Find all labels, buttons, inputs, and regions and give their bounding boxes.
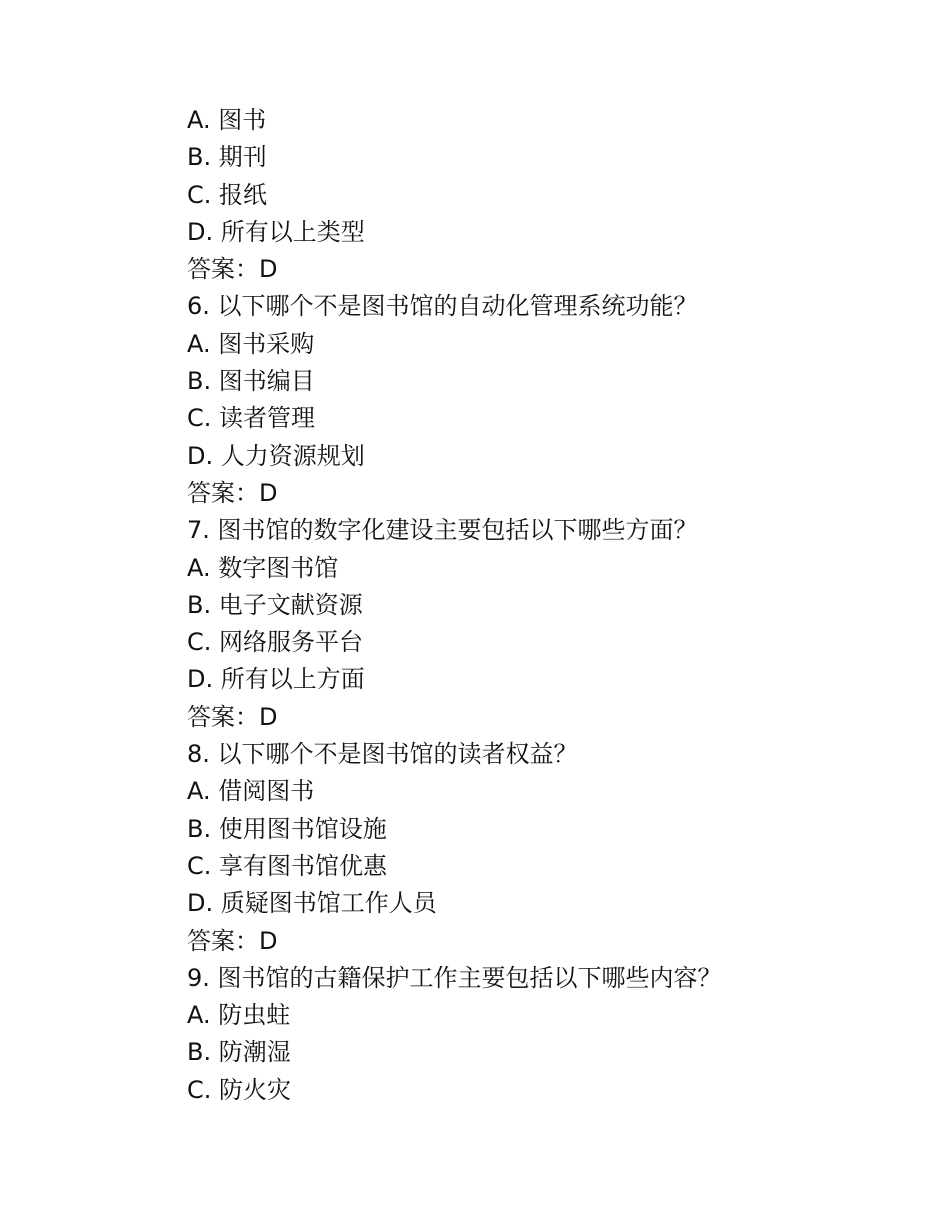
option-line: B. 电子文献资源: [187, 590, 363, 619]
option-line: B. 防潮湿: [187, 1038, 291, 1067]
option-line: D. 所有以上方面: [187, 665, 365, 694]
answer-line: 答案：D: [187, 926, 278, 955]
option-line: B. 期刊: [187, 143, 267, 172]
question-line: 8. 以下哪个不是图书馆的读者权益？: [187, 740, 578, 769]
option-line: C. 读者管理: [187, 404, 316, 433]
option-line: A. 借阅图书: [187, 777, 315, 806]
answer-line: 答案：D: [187, 255, 278, 284]
option-line: C. 报纸: [187, 180, 268, 209]
option-line: C. 防火灾: [187, 1075, 292, 1104]
question-line: 7. 图书馆的数字化建设主要包括以下哪些方面？: [187, 516, 698, 545]
option-line: A. 图书采购: [187, 329, 315, 358]
option-line: D. 质疑图书馆工作人员: [187, 889, 437, 918]
option-line: B. 图书编目: [187, 367, 315, 396]
answer-line: 答案：D: [187, 702, 278, 731]
option-line: C. 网络服务平台: [187, 628, 364, 657]
option-line: C. 享有图书馆优惠: [187, 851, 388, 880]
option-line: D. 所有以上类型: [187, 217, 365, 246]
answer-line: 答案：D: [187, 478, 278, 507]
option-line: A. 图书: [187, 106, 267, 134]
option-line: A. 防虫蛀: [187, 1001, 291, 1030]
option-line: A. 数字图书馆: [187, 553, 339, 582]
option-line: D. 人力资源规划: [187, 441, 365, 470]
document-content: [187, 102, 887, 1109]
option-line: B. 使用图书馆设施: [187, 814, 387, 843]
question-line: 6. 以下哪个不是图书馆的自动化管理系统功能？: [187, 292, 698, 321]
question-line: 9. 图书馆的古籍保护工作主要包括以下哪些内容？: [187, 963, 722, 992]
